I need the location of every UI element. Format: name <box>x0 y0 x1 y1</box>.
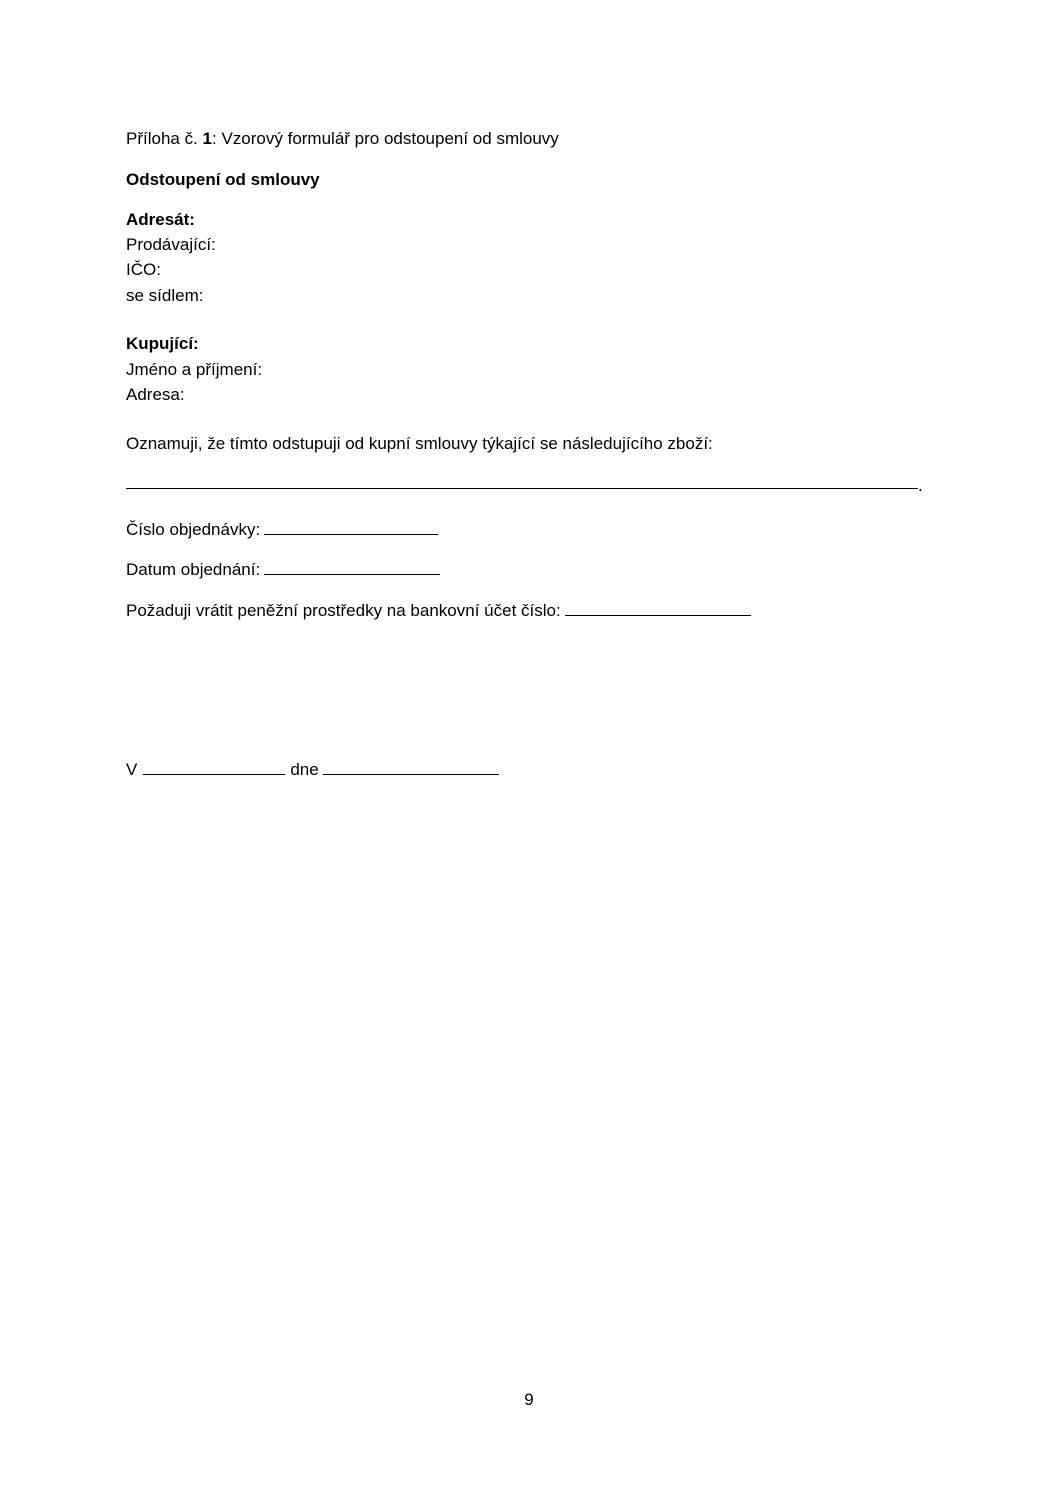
order-number-blank[interactable] <box>264 518 438 535</box>
seller-label: Prodávající: <box>126 235 216 254</box>
seat-label: se sídlem: <box>126 286 204 305</box>
appendix-heading-rest: : Vzorový formulář pro odstoupení od smlouvy <box>212 129 559 148</box>
place-blank[interactable] <box>143 758 285 775</box>
refund-label: Požaduji vrátit peněžní prostředky na bankovní účet číslo: <box>126 601 561 620</box>
order-date-label: Datum objednání: <box>126 560 261 579</box>
goods-blank-line[interactable] <box>126 488 918 489</box>
page-number: 9 <box>524 1390 534 1409</box>
refund-row <box>126 599 751 622</box>
appendix-heading <box>126 128 559 150</box>
order-date-row <box>126 558 440 581</box>
order-number-label: Číslo objednávky: <box>126 520 261 539</box>
buyer-name-label: Jméno a příjmení: <box>126 360 263 379</box>
place-label: V <box>126 760 138 779</box>
date-blank[interactable] <box>323 758 499 775</box>
bank-account-blank[interactable] <box>565 599 751 616</box>
ico-label: IČO: <box>126 260 161 279</box>
buyer-label: Kupující: <box>126 334 199 353</box>
buyer-address-label: Adresa: <box>126 385 185 404</box>
form-title: Odstoupení od smlouvy <box>126 170 320 189</box>
place-date-row <box>126 758 499 781</box>
addressee-label: Adresát: <box>126 210 195 229</box>
order-date-blank[interactable] <box>264 558 440 575</box>
date-label: dne <box>290 760 319 779</box>
goods-period: . <box>918 476 923 495</box>
order-number-row <box>126 518 438 541</box>
withdrawal-notice: Oznamuji, že tímto odstupuji od kupní smlouvy týkající se následujícího zboží: <box>126 434 713 453</box>
appendix-number: 1 <box>202 129 213 148</box>
appendix-heading-prefix: Příloha č. <box>126 129 203 148</box>
